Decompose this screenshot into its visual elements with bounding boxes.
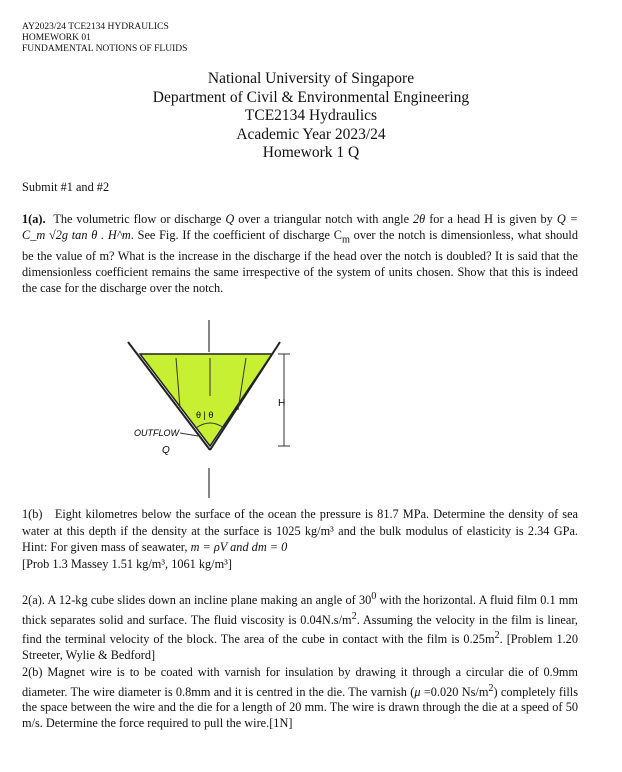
question-2b	[22, 665, 578, 731]
header-line-homework: HOMEWORK 01	[22, 33, 91, 43]
q1b-text: Eight kilometres below the surface of the ocean the pressure is 81.7 MPa. Determine the density of sea water at this depth if the density at the surface is 1025 kg/m³ and the bulk modulus of elasticity is 2.34 GPa. Hint: For given mass of seawater,	[22, 507, 578, 554]
notch-diagram	[118, 318, 300, 500]
title-module: TCE2134 Hydraulics	[244, 107, 378, 124]
document-header	[22, 22, 187, 55]
q2a-sup-2: 2	[351, 610, 357, 622]
label-q: Q	[162, 445, 170, 456]
q1a-var-2theta: 2θ	[413, 212, 426, 226]
label-outflow: OUTFLOW	[134, 428, 179, 438]
title-department: Department of Civil & Environmental Engineering	[152, 88, 470, 106]
q2b-text-3: ) completely fills the space between the wire and the die for a length of 20 mm. The wire is drawn through the die at a speed of 50 m/s. Determine the force required to pull the wire.[1N]	[22, 684, 578, 730]
q1a-sub-m: m	[341, 234, 350, 246]
q2b-text-2: =0.020 Ns/m	[423, 684, 489, 699]
q2a-text-1: 2(a). A 12-kg cube slides down an incline plane making an angle of 30	[22, 593, 372, 608]
title-homework: Homework 1 Q	[262, 144, 360, 161]
q1a-text-3: for a head H is given by	[429, 212, 553, 226]
submit-note: Submit #1 and #2	[22, 180, 110, 194]
q2a-sup-3: 2	[494, 630, 500, 642]
header-line-topic: FUNDAMENTAL NOTIONS OF FLUIDS	[22, 44, 188, 54]
title-block	[0, 70, 622, 163]
q1a-formula: Q = C_m √2g tan θ . H^m	[22, 212, 578, 242]
q2b-sup-2: 2	[488, 682, 494, 694]
q1b-label: 1(b)	[22, 507, 43, 521]
q1a-text-1: The volumetric flow or discharge	[53, 212, 222, 226]
notch-figure	[118, 318, 300, 500]
q1a-text-5: over the notch is dimensionless, what should be the value of m? What is the increase in the discharge if the head over the notch is doubled? It is said that the dimensionless coefficient remains the same irrespective of the system of units chosen. Show that this is indeed the case for the discharge over the notch.	[22, 228, 578, 296]
q1b-reference: [Prob 1.3 Massey 1.51 kg/m³, 1061 kg/m³]	[22, 557, 232, 571]
label-h: H	[278, 398, 286, 409]
q2a-text-3: . Assuming the velocity in the film is linear, find the terminal velocity of the block. The area of the cube in contact with the film is 0.25m	[22, 612, 579, 647]
q1a-var-q: Q	[225, 212, 235, 226]
title-year: Academic Year 2023/24	[236, 125, 386, 143]
q2a-text-2: with the horizontal. A fluid film 0.1 mm thick separates solid and surface. The fluid viscosity is 0.04N.s/m	[22, 593, 578, 627]
q2a-text-4: . [Problem 1.20 Streeter, Wylie & Bedford]	[22, 632, 578, 662]
q2b-text-1: 2(b) Magnet wire is to be coated with varnish for insulation by drawing it through a circular die of 0.9mm diameter. The wire diameter is 0.8mm and it is centred in the die. The varnish (	[22, 665, 578, 699]
q1b-hint-formula: m = ρV and dm = 0	[190, 540, 288, 554]
title-university: National University of Singapore	[207, 70, 415, 87]
q1a-text-2: over a triangular notch with angle	[238, 212, 410, 226]
q2b-mu: μ	[414, 684, 421, 699]
question-1b	[22, 506, 578, 556]
header-line-course: AY2023/24 TCE2134 HYDRAULICS	[22, 22, 169, 32]
question-1a	[22, 211, 578, 296]
q2a-sup-deg: 0	[371, 591, 377, 602]
q1a-label: 1(a).	[22, 212, 46, 226]
q1a-text-4: . See Fig. If the coefficient of discharge C	[130, 228, 342, 242]
question-2a	[22, 589, 578, 663]
label-theta: θ | θ	[196, 410, 214, 420]
